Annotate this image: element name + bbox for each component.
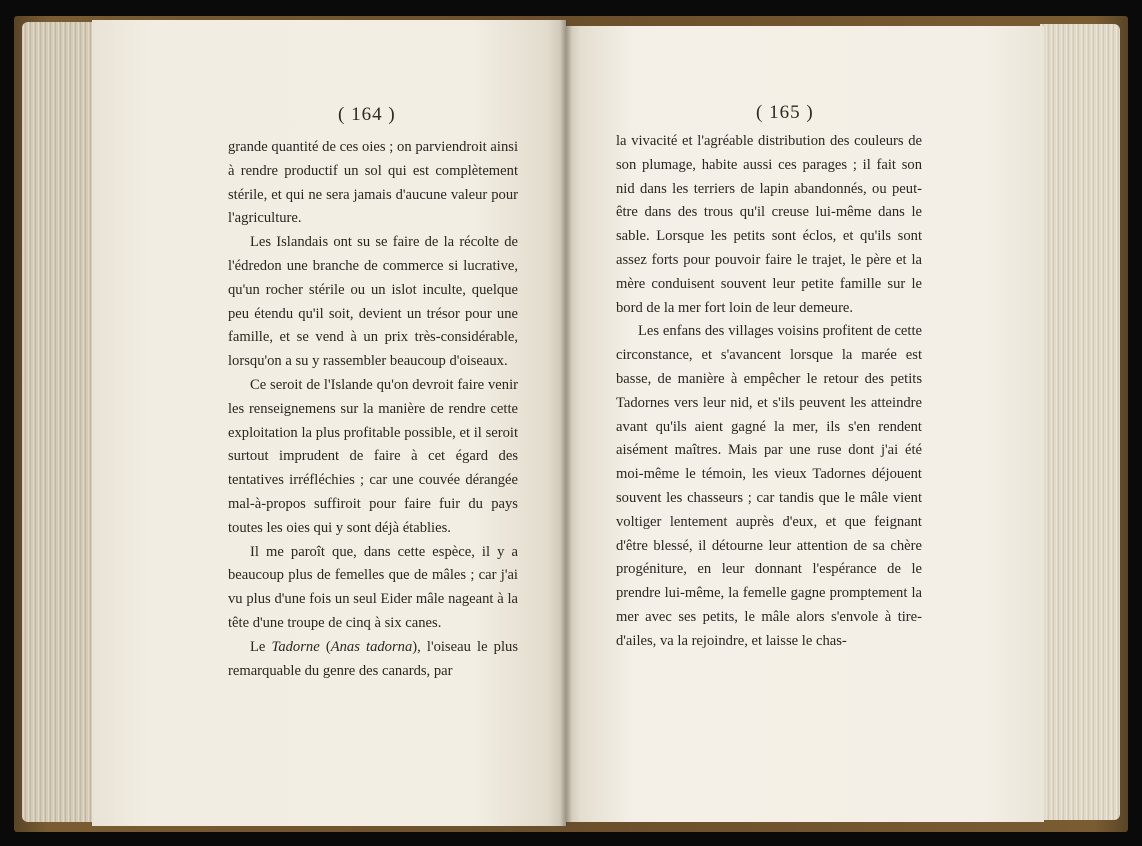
tadorne-paren-open: ( (319, 638, 331, 655)
tadorne-name: Tadorne (271, 638, 320, 655)
right-page-text (616, 130, 922, 654)
right-page-number: ( 165 ) (756, 102, 814, 123)
left-paragraph-4: Il me paroît que, dans cette espèce, il y a beaucoup plus de femelles que de mâles ; car j'ai vu plus d'une fois un seul Eider mâle nageant à la tête d'une troupe de cinq à six canes. (228, 543, 518, 631)
right-page-edges (1040, 24, 1120, 820)
right-paragraph-2: Les enfans des villages voisins profitent de cette circonstance, et s'avancent lorsque la marée est basse, de manière à empêcher le retour des petits Tadornes vers leur nid, et s'ils peuvent les atteindre avant qu'ils aient gagné la mer, ils s'en rendent aisément maîtres. Mais par une ruse dont j'ai été moi-même le témoin, les vieux Tadornes déjouent souvent les chasseurs ; car tandis que le mâle vient voltiger lentement auprès d'eux, et que feignant d'être blessé, il détourne leur attention de sa chère progéniture, en leur donnant l'espérance de le prendre lui-même, la femelle gagne promptement la mer avec ses petits, le mâle alors s'envole à tire-d'ailes, va la rejoindre, et laisse le chas- (616, 323, 922, 649)
left-paragraph-2: Les Islandais ont su se faire de la récolte de l'édredon une branche de commerce si lucrative, qu'un rocher stérile ou un islot inculte, quelque peu étendu qu'il soit, devient un trésor pour une famille, et se vend à un prix très-considérable, lorsqu'on a su y rassembler beaucoup d'oiseaux. (228, 234, 518, 370)
tadorne-prefix: Le (250, 638, 272, 655)
left-paragraph-1: grande quantité de ces oies ; on parviendroit ainsi à rendre productif un sol qui est complètement stérile, et qui ne sera jamais d'aucune valeur pour l'agriculture. (228, 139, 518, 227)
left-page-text (228, 136, 518, 683)
book-gutter (560, 20, 572, 826)
tadorne-suffix: ), l'oiseau le plus remarquable du genre des canards, par (228, 638, 519, 679)
right-paragraph-1: la vivacité et l'agréable distribution des couleurs de son plumage, habite aussi ces parages ; il fait son nid dans les terriers de lapin abandonnés, ou peut-être dans des trous qu'il creuse lui-même dans le sable. Lorsque les petits sont éclos, et qu'ils sont assez forts pour pouvoir faire le trajet, le père et la mère conduisent souvent leur petite famille sur le bord de la mer fort loin de leur demeure. (616, 133, 922, 316)
left-page-number: ( 164 ) (338, 104, 396, 125)
left-paragraph-3: Ce seroit de l'Islande qu'on devroit faire venir les renseignemens sur la manière de rendre cette exploitation la plus profitable possible, et il seroit surtout imprudent de faire à cet égard des tentatives irréfléchies ; car une couvée dérangée mal-à-propos suffiroit pour faire fuir du pays toutes les oies qui y sont déjà établies. (228, 376, 518, 536)
left-page (92, 20, 566, 826)
anas-tadorna-name: Anas tadorna (330, 638, 413, 655)
right-page (566, 26, 1044, 822)
left-paragraph-5 (228, 636, 518, 684)
